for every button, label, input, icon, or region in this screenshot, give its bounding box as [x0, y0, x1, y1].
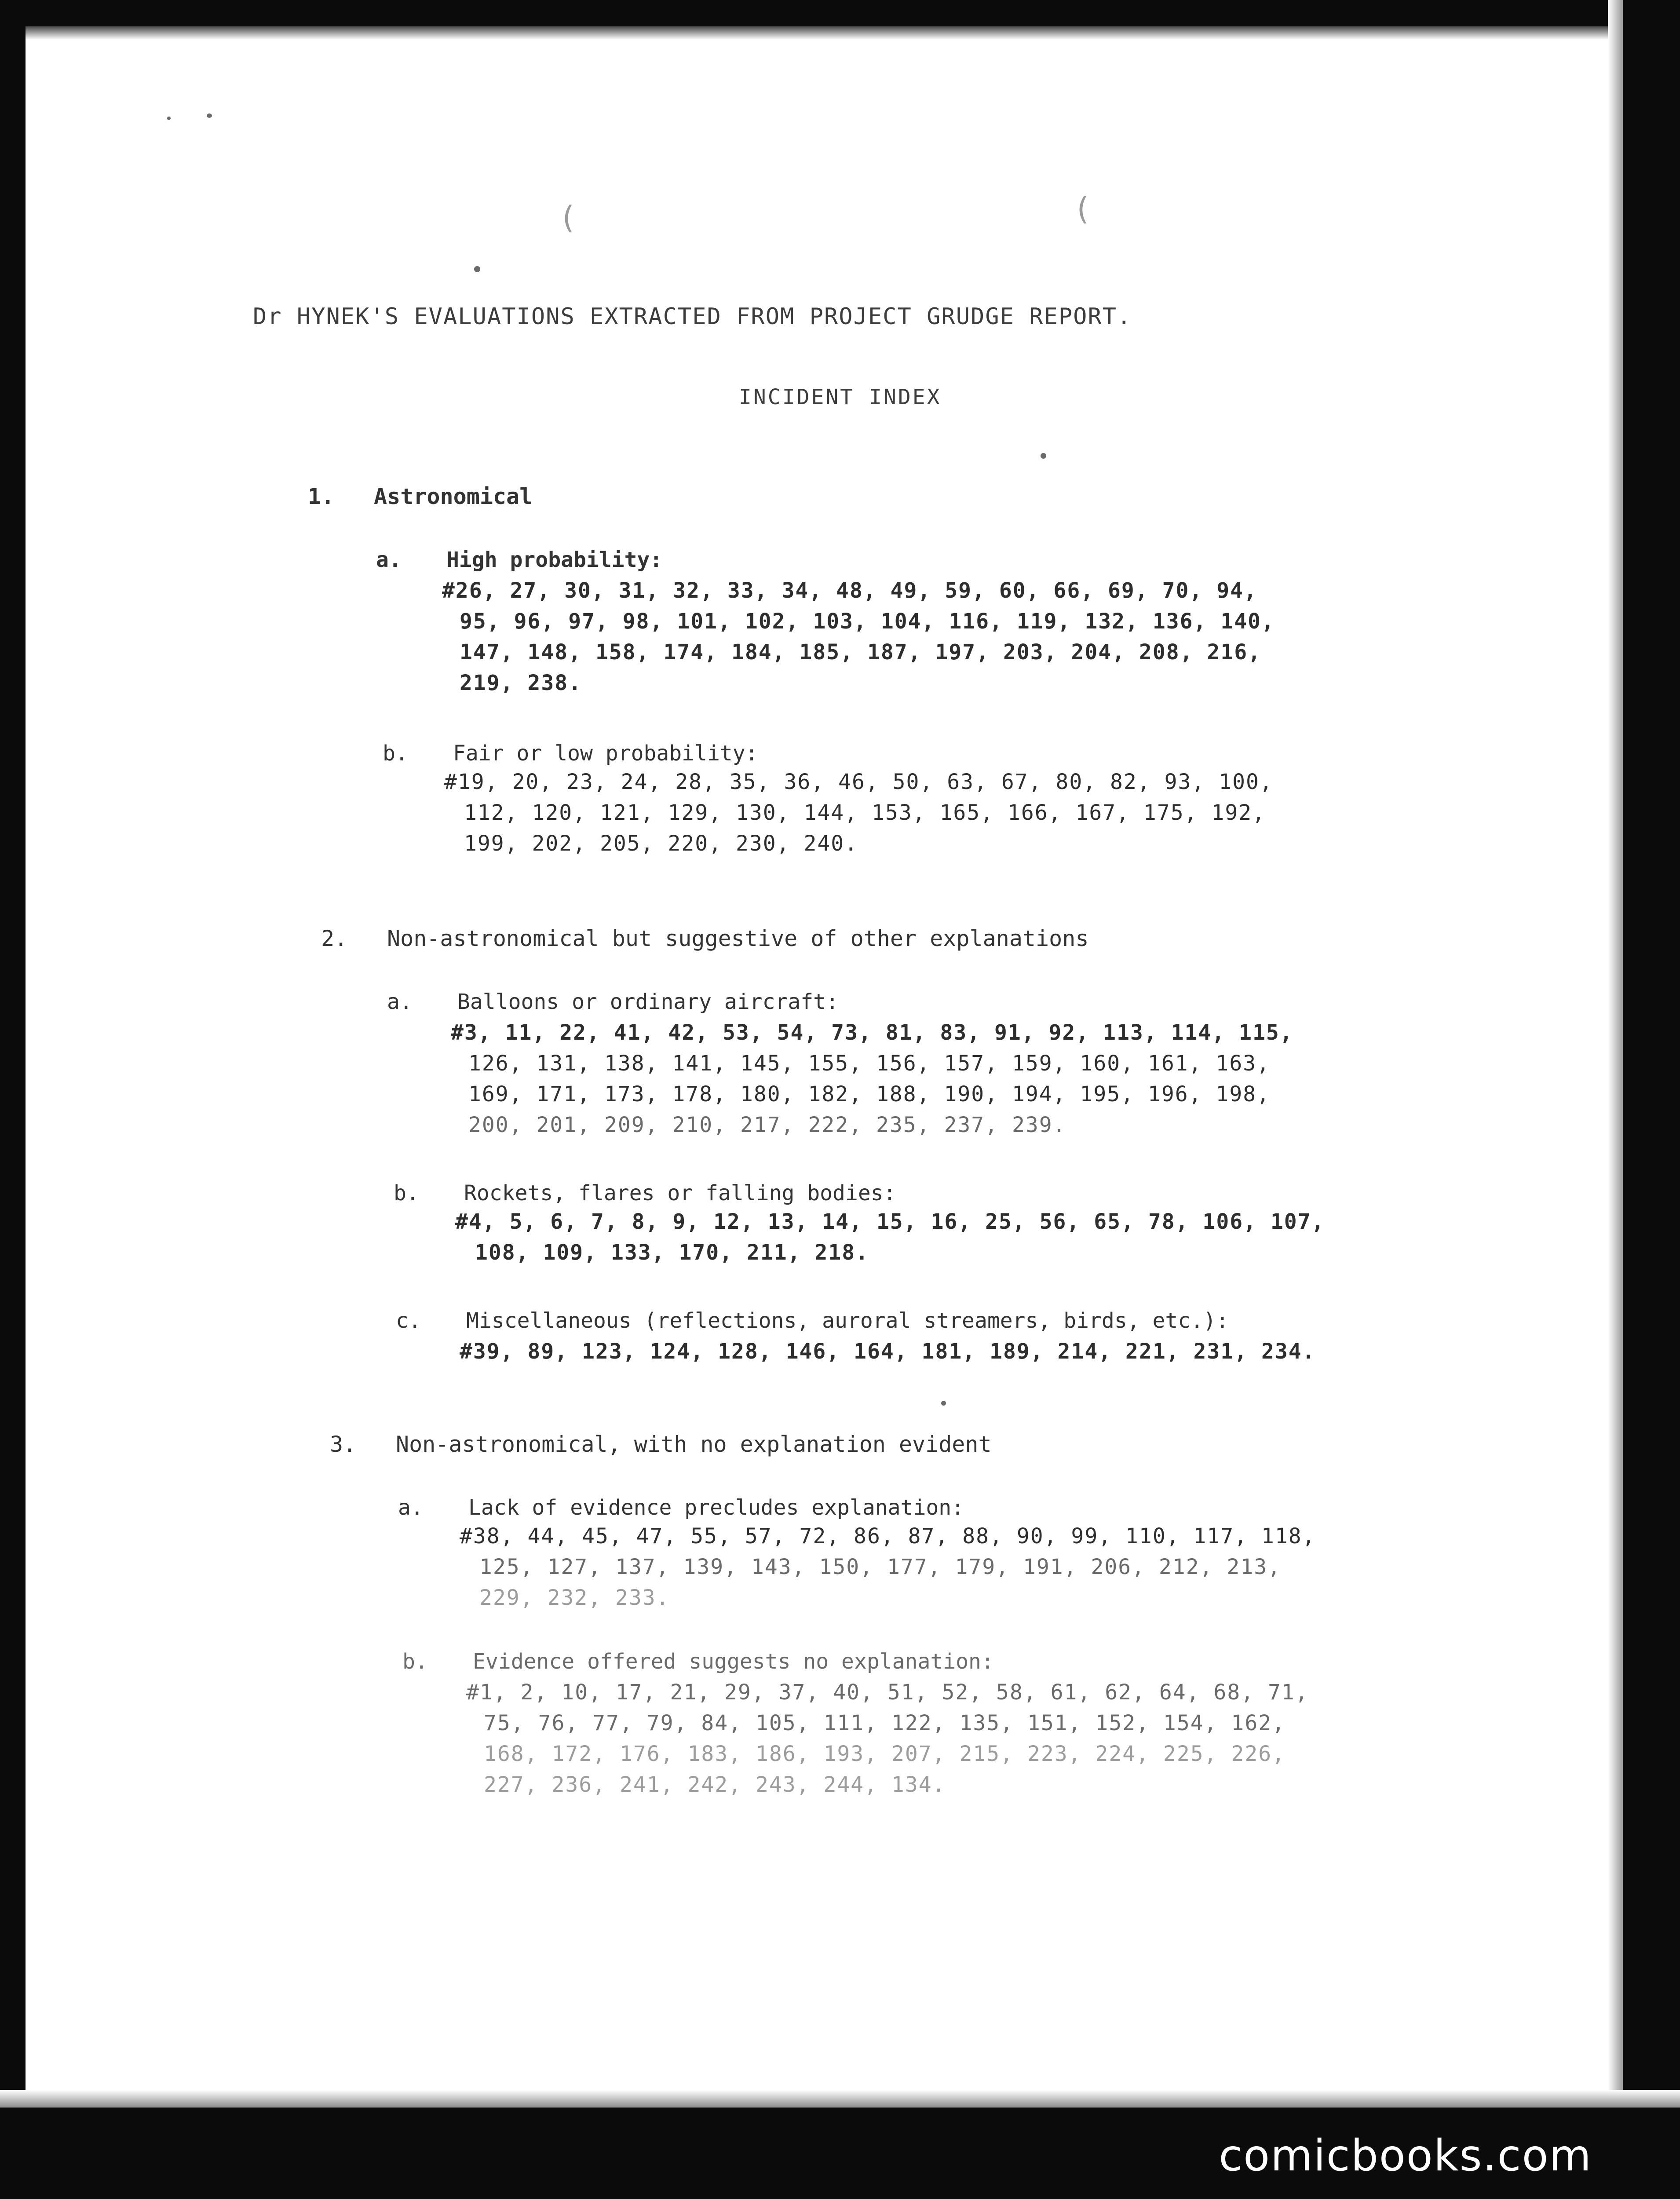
subsection-3b-heading [402, 1649, 994, 1674]
subsection-2a-heading [387, 990, 839, 1014]
section-title: Astronomical [374, 484, 533, 509]
incident-number-line: 200, 201, 209, 210, 217, 222, 235, 237, 239. [468, 1113, 1066, 1137]
page-subtitle: INCIDENT INDEX [739, 385, 942, 409]
incident-number-line: #38, 44, 45, 47, 55, 57, 72, 86, 87, 88, 90, 99, 110, 117, 118, [460, 1524, 1316, 1549]
subsection-3a-heading [398, 1495, 964, 1520]
incident-number-line: #4, 5, 6, 7, 8, 9, 12, 13, 14, 15, 16, 25, 56, 65, 78, 106, 107, [455, 1209, 1325, 1234]
incident-number-line: 126, 131, 138, 141, 145, 155, 156, 157, 159, 160, 161, 163, [468, 1051, 1271, 1076]
subsection-title: Fair or low probability: [453, 741, 758, 766]
site-watermark: comicbooks.com [1219, 2131, 1592, 2181]
subsection-title: Lack of evidence precludes explanation: [468, 1495, 964, 1520]
incident-number-line: #1, 2, 10, 17, 21, 29, 37, 40, 51, 52, 58, 61, 62, 64, 68, 71, [466, 1680, 1309, 1705]
incident-number-line: 125, 127, 137, 139, 143, 150, 177, 179, 191, 206, 212, 213, [479, 1555, 1282, 1579]
incident-number-line: 168, 172, 176, 183, 186, 193, 207, 215, 223, 224, 225, 226, [484, 1742, 1286, 1766]
section-2-heading [321, 926, 1088, 951]
incident-number-line: 147, 148, 158, 174, 184, 185, 187, 197, 203, 204, 208, 216, [460, 640, 1262, 665]
incident-number-line: 219, 238. [460, 671, 582, 695]
scan-mark: ( [559, 200, 577, 236]
subsection-letter: a. [387, 990, 413, 1014]
incident-number-line: 95, 96, 97, 98, 101, 102, 103, 104, 116, 119, 132, 136, 140, [460, 609, 1275, 634]
subsection-2c-heading [396, 1308, 1229, 1333]
section-title: Non-astronomical, with no explanation evident [396, 1432, 992, 1457]
subsection-letter: b. [394, 1181, 419, 1205]
subsection-2b-heading [394, 1181, 896, 1205]
section-number: 1. [308, 484, 335, 509]
subsection-letter: b. [402, 1649, 428, 1674]
page-title: Dr HYNEK'S EVALUATIONS EXTRACTED FROM PROJECT GRUDGE REPORT. [253, 303, 1132, 330]
scan-speck [1041, 453, 1046, 459]
incident-number-line: 169, 171, 173, 178, 180, 182, 188, 190, 194, 195, 196, 198, [468, 1082, 1271, 1107]
scan-border-right [1623, 0, 1680, 2199]
scan-mark: ( [1073, 191, 1092, 227]
section-3-heading [330, 1432, 992, 1457]
scan-border-left [0, 0, 26, 2199]
subsection-title: Balloons or ordinary aircraft: [457, 990, 839, 1014]
scan-speck [167, 117, 171, 120]
subsection-letter: a. [398, 1495, 424, 1520]
incident-number-line: 229, 232, 233. [479, 1585, 670, 1610]
scan-border-top-shadow [0, 26, 1680, 40]
subsection-title: Rockets, flares or falling bodies: [464, 1181, 896, 1205]
section-number: 3. [330, 1432, 357, 1457]
incident-number-line: 108, 109, 133, 170, 211, 218. [475, 1240, 869, 1265]
incident-number-line: #19, 20, 23, 24, 28, 35, 36, 46, 50, 63, 67, 80, 82, 93, 100, [444, 770, 1273, 794]
scan-border-right-shadow [1608, 0, 1623, 2199]
subsection-title: Miscellaneous (reflections, auroral streamers, birds, etc.): [466, 1308, 1229, 1333]
subsection-title: High probability: [446, 548, 663, 572]
subsection-title: Evidence offered suggests no explanation: [473, 1649, 994, 1674]
section-title: Non-astronomical but suggestive of other explanations [387, 926, 1089, 951]
incident-number-line: 227, 236, 241, 242, 243, 244, 134. [484, 1772, 946, 1797]
subsection-1b-heading [383, 741, 758, 766]
scan-speck [941, 1401, 946, 1406]
incident-number-line: 112, 120, 121, 129, 130, 144, 153, 165, 166, 167, 175, 192, [464, 800, 1266, 825]
incident-number-line: #26, 27, 30, 31, 32, 33, 34, 48, 49, 59, 60, 66, 69, 70, 94, [442, 578, 1257, 603]
incident-number-line: 199, 202, 205, 220, 230, 240. [464, 831, 858, 856]
subsection-letter: b. [383, 741, 408, 766]
incident-number-line: #3, 11, 22, 41, 42, 53, 54, 73, 81, 83, 91, 92, 113, 114, 115, [451, 1020, 1293, 1045]
section-1-heading [308, 484, 533, 509]
scan-border-top [0, 0, 1680, 26]
subsection-1a-heading [376, 548, 662, 572]
incident-number-line: 75, 76, 77, 79, 84, 105, 111, 122, 135, 151, 152, 154, 162, [484, 1711, 1286, 1735]
section-number: 2. [321, 926, 348, 951]
subsection-letter: c. [396, 1308, 421, 1333]
subsection-letter: a. [376, 548, 402, 572]
scan-speck [207, 113, 212, 118]
incident-number-line: #39, 89, 123, 124, 128, 146, 164, 181, 189, 214, 221, 231, 234. [460, 1339, 1316, 1364]
scan-border-bottom-shadow [0, 2090, 1680, 2108]
scan-speck [474, 266, 480, 272]
